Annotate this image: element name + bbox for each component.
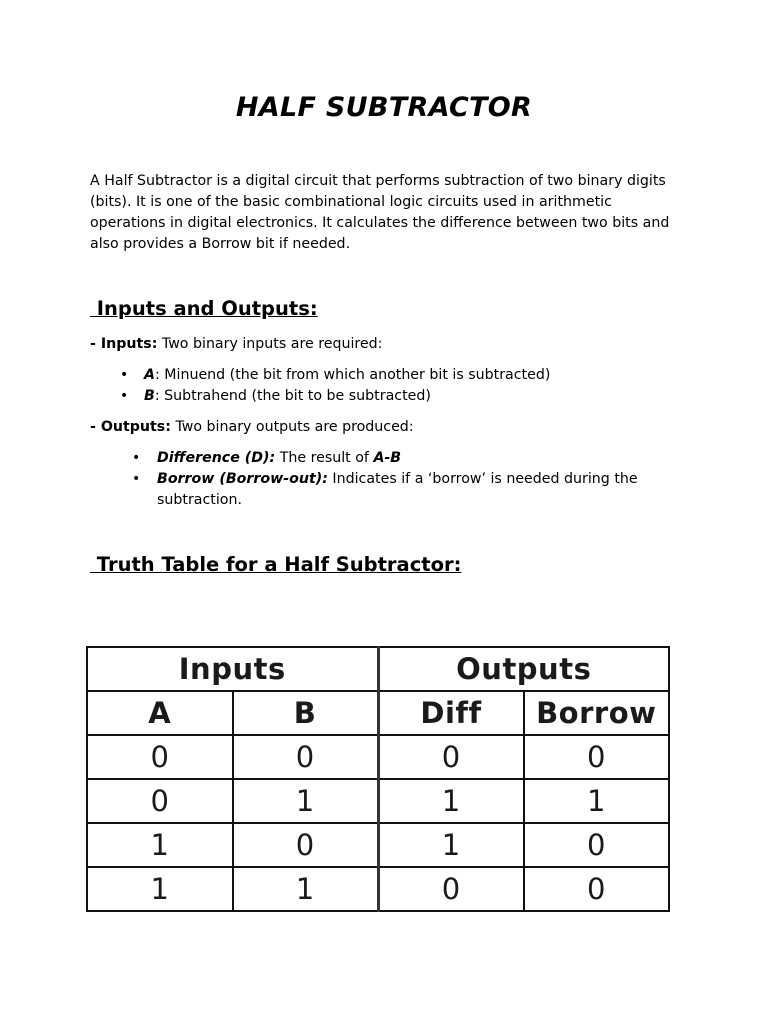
input-desc: : Minuend (the bit from which another bit is subtracted) bbox=[154, 367, 551, 383]
column-header: A bbox=[87, 691, 233, 735]
output-name: Borrow (Borrow-out): bbox=[157, 471, 328, 487]
table-row bbox=[87, 779, 669, 823]
bullet-icon: • bbox=[132, 471, 141, 487]
table-cell: 0 bbox=[87, 735, 233, 779]
table-cell: 1 bbox=[378, 779, 524, 823]
list-item bbox=[120, 386, 684, 407]
table-cell: 1 bbox=[233, 779, 379, 823]
inputs-outputs-heading: Inputs and Outputs: bbox=[90, 297, 318, 320]
table-cell: 1 bbox=[233, 867, 379, 911]
table-cell: 0 bbox=[524, 823, 670, 867]
outputs-label: - Outputs: bbox=[90, 419, 171, 435]
column-header: B bbox=[233, 691, 379, 735]
list-item bbox=[132, 469, 687, 511]
inputs-line bbox=[90, 334, 382, 355]
table-cell: 1 bbox=[87, 867, 233, 911]
output-name: Difference (D): bbox=[157, 450, 276, 466]
list-item bbox=[132, 448, 687, 469]
table-row bbox=[87, 735, 669, 779]
bullet-icon: • bbox=[120, 367, 129, 383]
table-group-header-row bbox=[87, 647, 669, 691]
table-cell: 1 bbox=[87, 823, 233, 867]
table-cell: 0 bbox=[524, 867, 670, 911]
output-desc: Indicates if a ‘borrow’ is needed during the subtraction. bbox=[157, 471, 638, 508]
output-desc: The result of bbox=[275, 450, 374, 466]
outputs-line bbox=[90, 417, 414, 438]
input-name: B bbox=[144, 388, 155, 404]
table-cell: 0 bbox=[378, 735, 524, 779]
table-cell: 0 bbox=[233, 735, 379, 779]
output-list bbox=[132, 448, 687, 511]
column-header: Borrow bbox=[524, 691, 670, 735]
input-name: A bbox=[144, 367, 155, 383]
bullet-icon: • bbox=[132, 450, 141, 466]
table-cell: 0 bbox=[524, 735, 670, 779]
input-desc: : Subtrahend (the bit to be subtracted) bbox=[154, 388, 431, 404]
page-title: HALF SUBTRACTOR bbox=[235, 92, 533, 123]
input-list bbox=[120, 365, 684, 407]
output-emph: A-B bbox=[373, 450, 402, 466]
table-cell: 0 bbox=[378, 867, 524, 911]
bullet-icon: • bbox=[120, 388, 129, 404]
group-header-inputs: Inputs bbox=[87, 647, 378, 691]
list-item bbox=[120, 365, 684, 386]
table-row bbox=[87, 823, 669, 867]
inputs-text: Two binary inputs are required: bbox=[157, 336, 383, 352]
inputs-label: - Inputs: bbox=[90, 336, 158, 352]
table-header-row bbox=[87, 691, 669, 735]
truth-table bbox=[86, 646, 670, 912]
table-cell: 0 bbox=[233, 823, 379, 867]
table-row bbox=[87, 867, 669, 911]
intro-paragraph: A Half Subtractor is a digital circuit that performs subtraction of two binary digits (bits). It is one of the basic combinational logic circuits used in arithmetic operations in digital electronics. It calculates the difference between two bits and also provides a Borrow bit if needed. bbox=[90, 173, 670, 252]
table-cell: 0 bbox=[87, 779, 233, 823]
group-header-outputs: Outputs bbox=[378, 647, 669, 691]
truth-table-heading: Truth Table for a Half Subtractor: bbox=[90, 553, 462, 576]
table-cell: 1 bbox=[524, 779, 670, 823]
outputs-text: Two binary outputs are produced: bbox=[170, 419, 414, 435]
column-header: Diff bbox=[378, 691, 524, 735]
table-cell: 1 bbox=[378, 823, 524, 867]
